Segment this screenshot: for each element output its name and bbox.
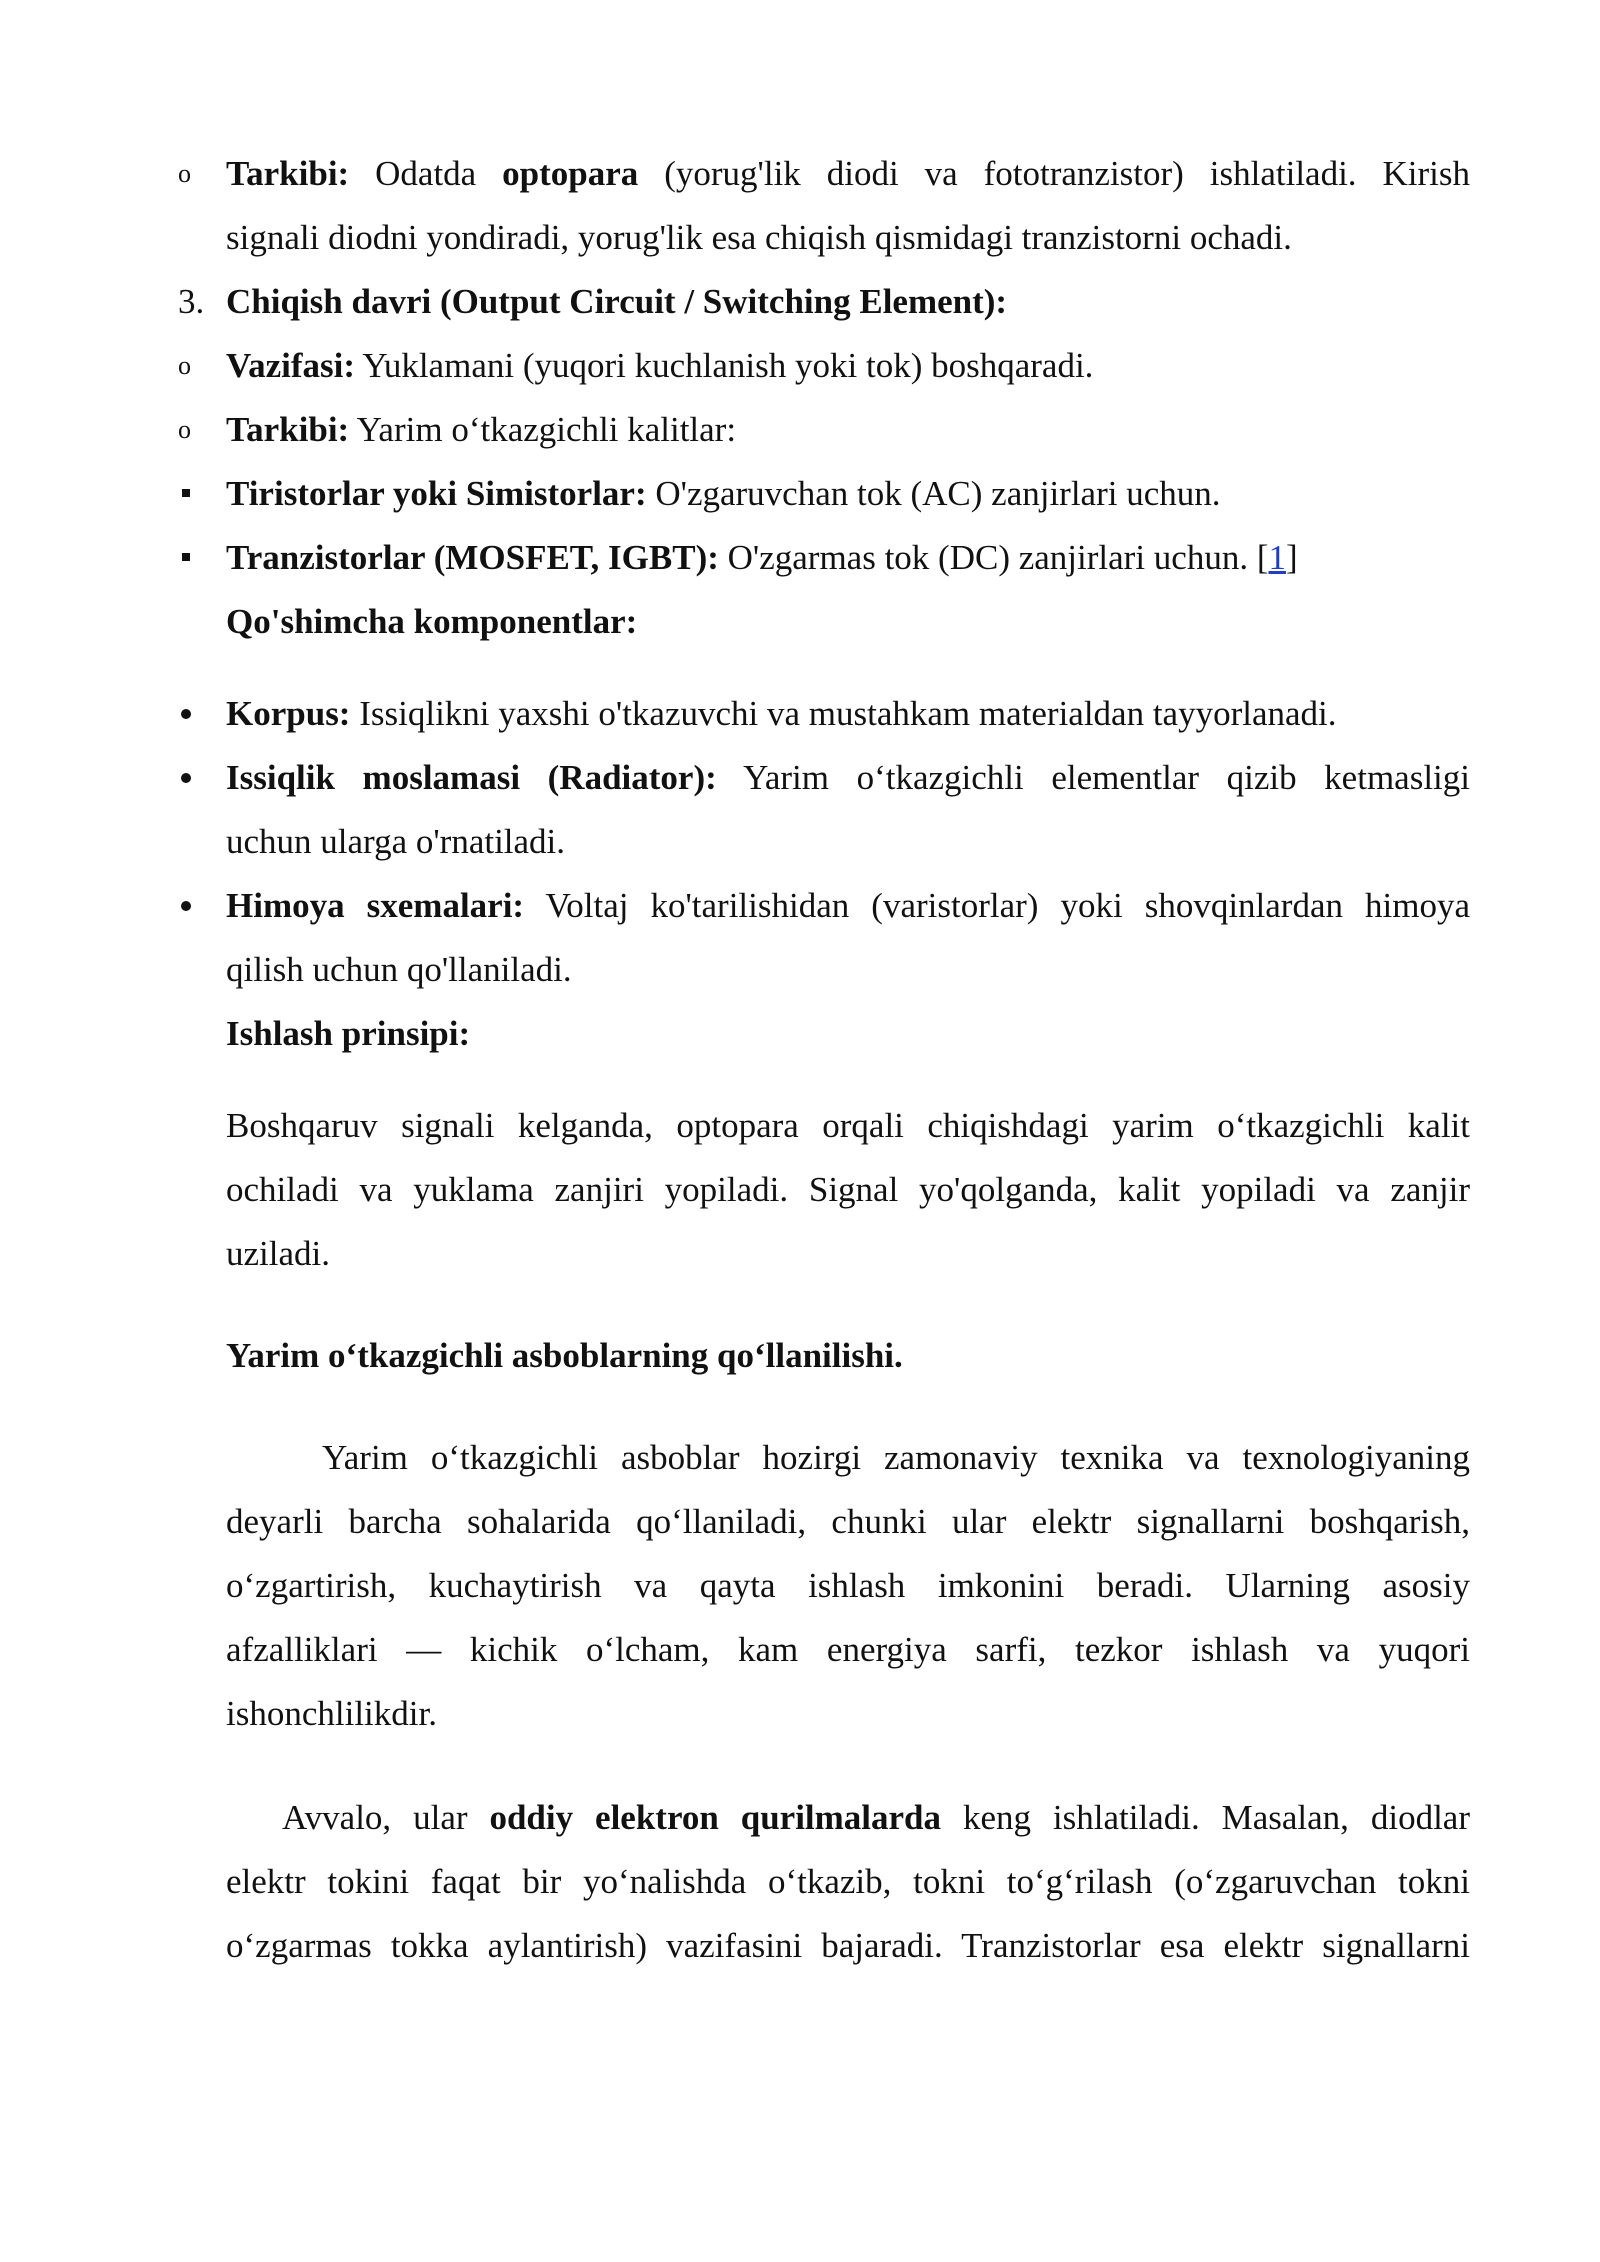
subheading-text: Ishlash prinsipi: (226, 1014, 471, 1053)
text-emphasis: oddiy elektron qurilmalarda (489, 1798, 942, 1837)
list-item-himoya-line1 (226, 874, 1470, 938)
reference-link[interactable]: 1 (1268, 538, 1286, 577)
text: Odatda (349, 154, 503, 193)
text: O'zgarmas tok (DC) zanjirlari uchun. [ (718, 538, 1269, 577)
text: Yarim o‘tkazgichli elementlar qizib ketmasligi (716, 758, 1470, 797)
list-marker-circle: o (178, 351, 191, 380)
subheading-qoshimcha (226, 590, 1470, 654)
list-item-tiristorlar (226, 462, 1470, 526)
list-marker-circle: o (178, 415, 191, 444)
text: Yuklamani (yuqori kuchlanish yoki tok) boshqaradi. (354, 346, 1094, 385)
list-number: 3. (178, 282, 205, 321)
paragraph-2-line1 (282, 1786, 1470, 1850)
paragraph-1-line1: Yarim o‘tkazgichli asboblar hozirgi zamonaviy texnika va texnologiyaning (322, 1438, 1470, 1477)
term-label: Tarkibi: (226, 154, 350, 193)
text: ] (1285, 538, 1298, 577)
text: Avvalo, ular (282, 1798, 490, 1837)
term-label: Issiqlik moslamasi (Radiator): (226, 758, 717, 797)
paragraph-1-line3: o‘zgartirish, kuchaytirish va qayta ishlash imkonini beradi. Ularning asosiy (226, 1566, 1470, 1605)
list-marker-circle: o (178, 159, 191, 188)
section-title: Yarim o‘tkazgichli asboblarning qo‘llanilishi. (226, 1336, 903, 1375)
list-item-tarkibi-line2: signali diodni yondiradi, yorug'lik esa chiqish qismidagi tranzistorni ochadi. (226, 218, 1292, 257)
text: Voltaj ko'tarilishidan (varistorlar) yoki shovqinlardan himoya (524, 886, 1471, 925)
paragraph-ishlash-line2: ochiladi va yuklama zanjiri yopiladi. Signal yo'qolganda, kalit yopiladi va zanjir (226, 1170, 1470, 1209)
section-title: Chiqish davri (Output Circuit / Switching Element): (226, 282, 1008, 321)
text: Yarim o‘tkazgichli kalitlar: (349, 410, 737, 449)
list-item-korpus (226, 682, 1470, 746)
paragraph-1-line4: afzalliklari — kichik o‘lcham, kam energiya sarfi, tezkor ishlash va yuqori (226, 1630, 1470, 1669)
term-label: Korpus: (226, 694, 351, 733)
term-label: Tarkibi: (226, 410, 350, 449)
list-item-tranzistorlar (226, 526, 1470, 590)
list-item-issiqlik-line1 (226, 746, 1470, 810)
paragraph-1-line5: ishonchlilikdir. (226, 1694, 437, 1733)
term-label: Vazifasi: (226, 346, 355, 385)
term-label: Tiristorlar yoki Simistorlar: (226, 474, 647, 513)
paragraph-2-line2: elektr tokini faqat bir yo‘nalishda o‘tkazib, tokni to‘g‘rilash (o‘zgaruvchan tokni (226, 1862, 1470, 1901)
term-label: Himoya sxemalari: (226, 886, 525, 925)
subheading-ishlash (226, 1002, 1470, 1066)
text: Issiqlikni yaxshi o'tkazuvchi va mustahkam materialdan tayyorlanadi. (350, 694, 1337, 733)
paragraph-2-line3: o‘zgarmas tokka aylantirish) vazifasini bajaradi. Tranzistorlar esa elektr signallarni (226, 1926, 1470, 1965)
term-label: Tranzistorlar (MOSFET, IGBT): (226, 538, 719, 577)
paragraph-ishlash-line1: Boshqaruv signali kelganda, optopara orqali chiqishdagi yarim o‘tkazgichli kalit (226, 1106, 1470, 1145)
text: keng ishlatiladi. Masalan, diodlar (941, 1798, 1470, 1837)
text: O'zgaruvchan tok (AC) zanjirlari uchun. (646, 474, 1221, 513)
list-item-tarkibi-line1 (226, 142, 1470, 206)
subheading-text: Qo'shimcha komponentlar: (226, 602, 638, 641)
term-emphasis: optopara (502, 154, 639, 193)
section-heading-qollanilishi (226, 1324, 1470, 1388)
list-item-vazifasi (226, 334, 1470, 398)
text: (yorug'lik diodi va fototranzistor) ishlatiladi. Kirish (638, 154, 1470, 193)
paragraph-1-line2: deyarli barcha sohalarida qo‘llaniladi, chunki ular elektr signallarni boshqarish, (226, 1502, 1470, 1541)
paragraph-ishlash-line3: uziladi. (226, 1234, 330, 1273)
list-item-himoya-line2: qilish uchun qo'llaniladi. (226, 950, 572, 989)
list-item-issiqlik-line2: uchun ularga o'rnatiladi. (226, 822, 566, 861)
section-heading (226, 270, 1470, 334)
list-item-tarkibi2 (226, 398, 1470, 462)
